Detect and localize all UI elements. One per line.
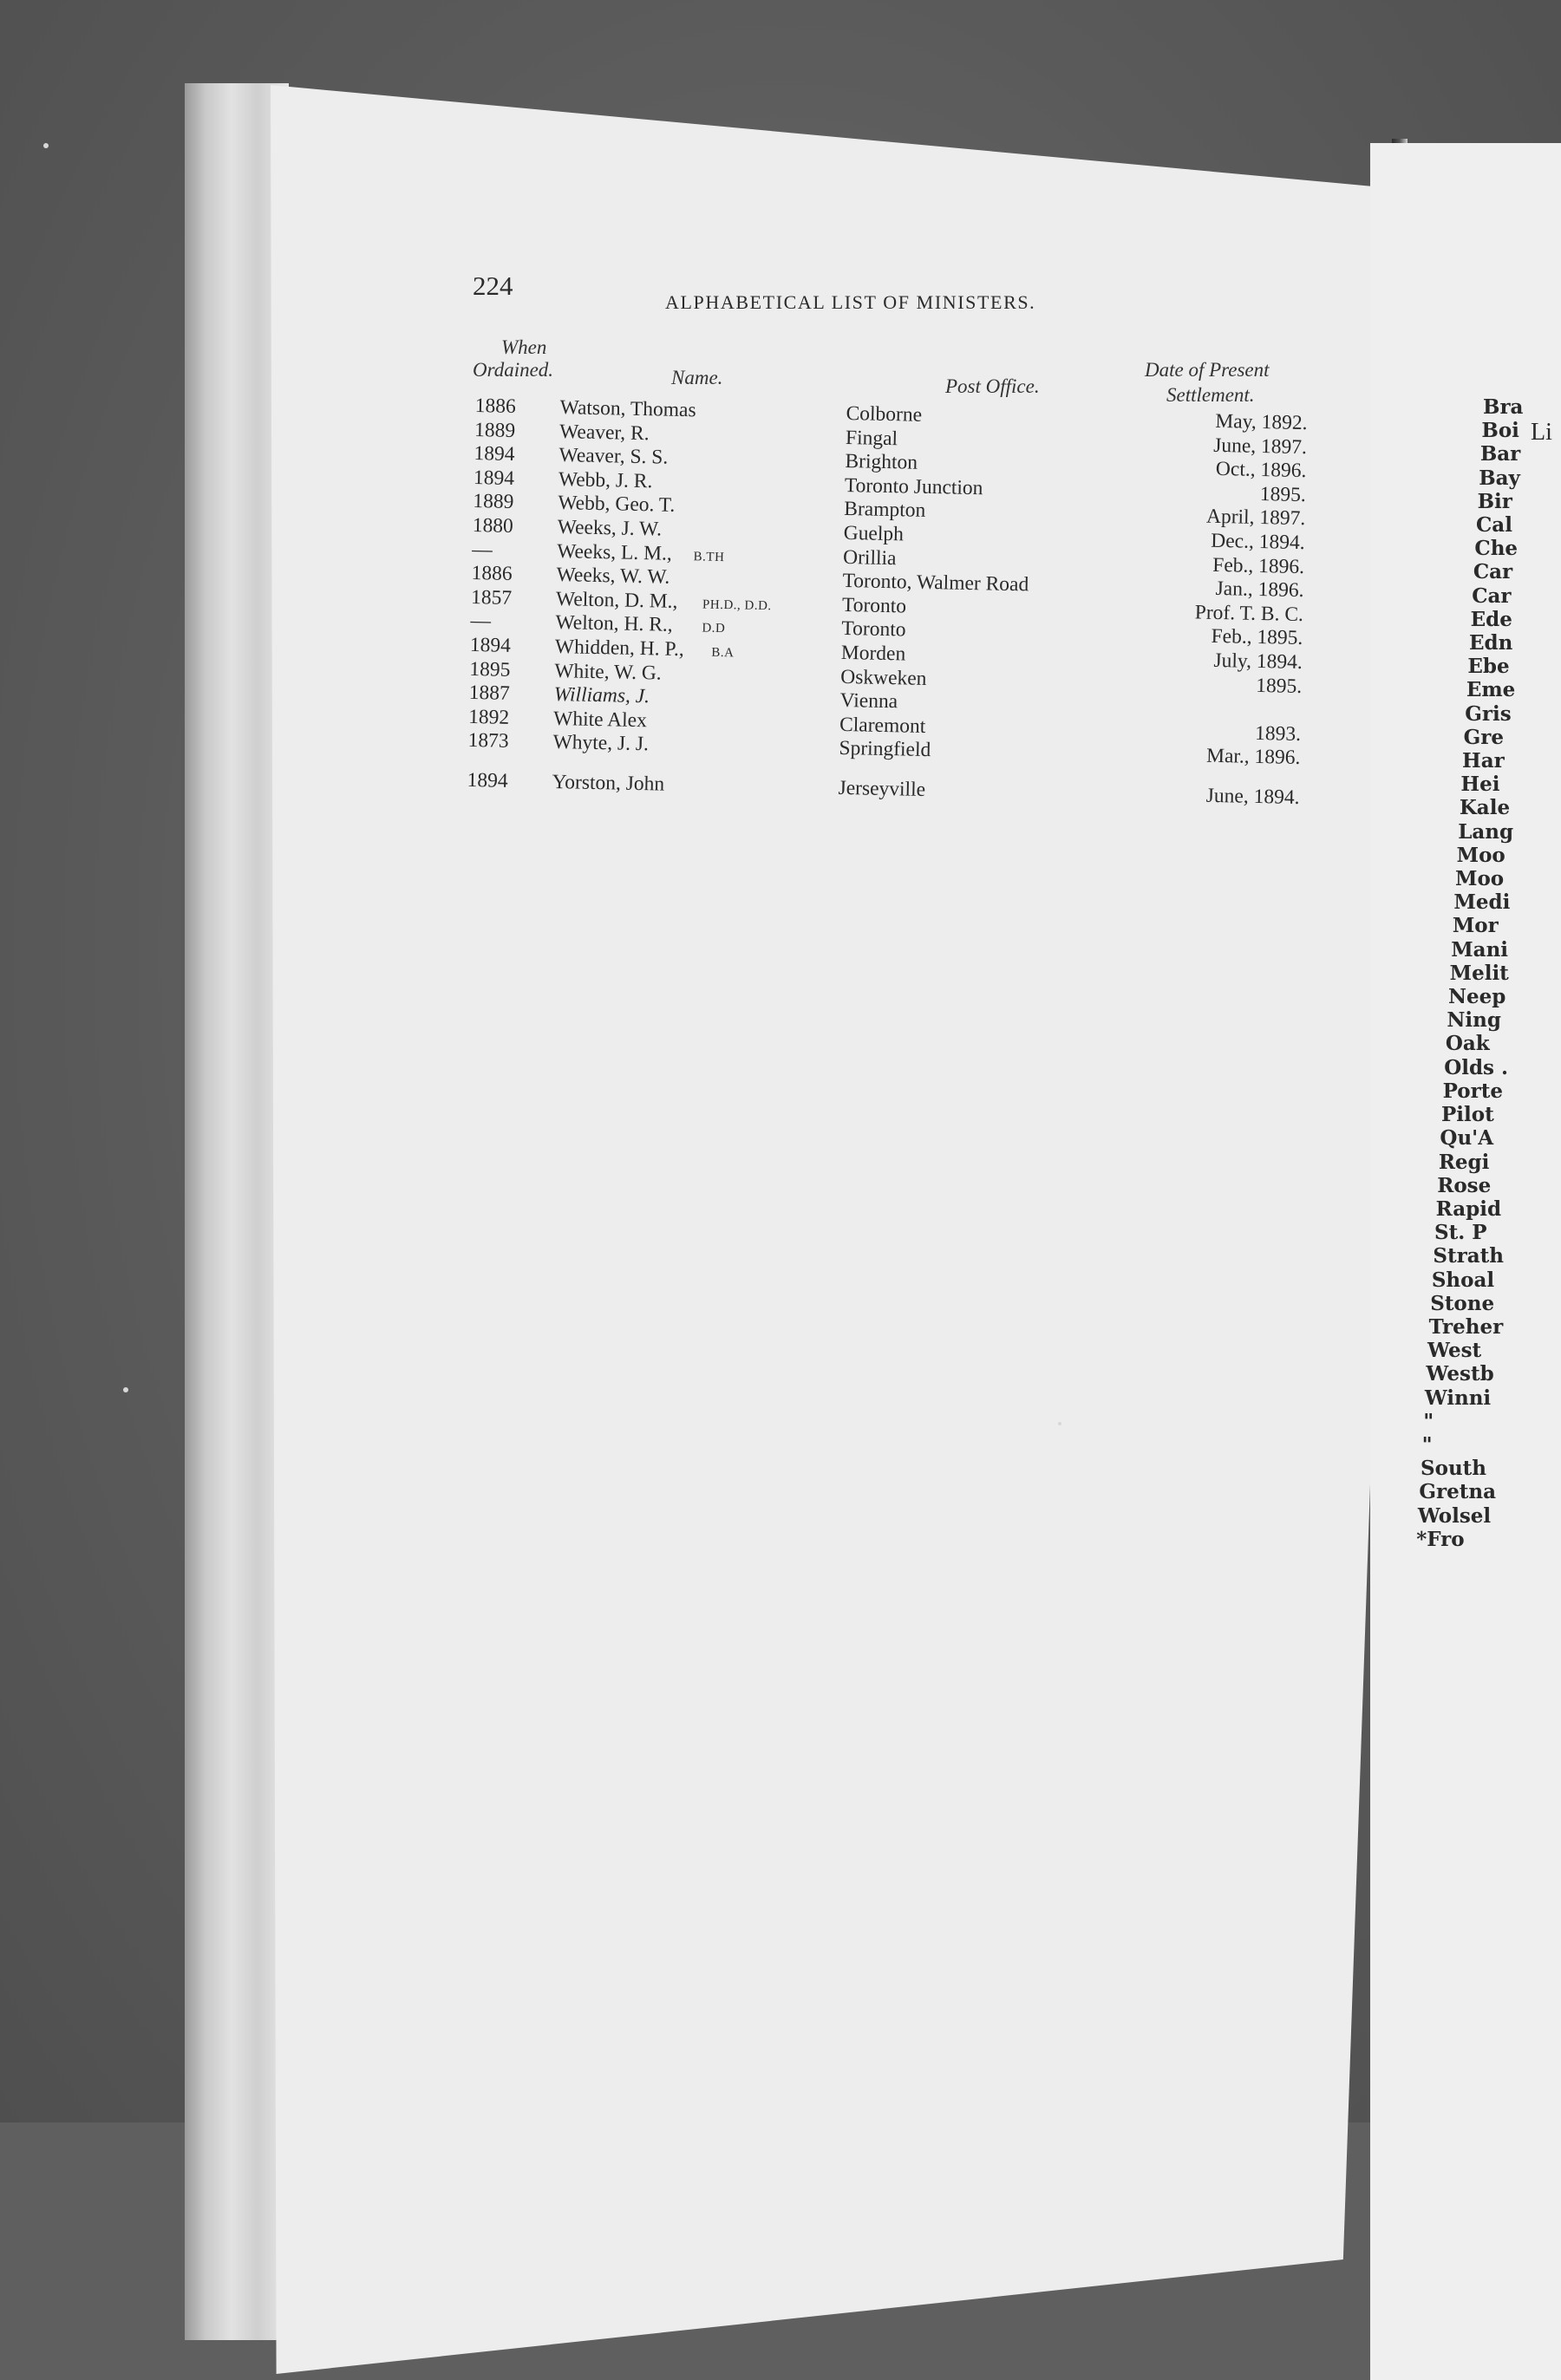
facing-page-line: " [1421,1432,1433,1457]
minister-name: Weaver, R. [558,420,650,445]
ordained-year: 1894 [467,768,508,792]
facing-page-line: Oak [1445,1032,1490,1056]
settlement-date: June, 1894. [1205,784,1300,809]
facing-page-line: Westb [1426,1362,1494,1386]
settlement-date: Oct., 1896. [1215,458,1307,483]
ordained-year: 1886 [474,394,516,418]
settlement-date: Jan., 1896. [1215,577,1304,603]
ordained-year: — [471,538,493,562]
facing-page-line: Car [1472,584,1512,608]
minister-name: Welton, D. M., [555,587,678,613]
facing-page-line: Che [1474,537,1519,561]
col-name: Name. [671,367,723,388]
ordained-year: 1889 [474,418,516,442]
minister-name: Welton, H. R., [555,611,673,637]
degree: D.D [702,621,726,636]
dust-speck [1058,1422,1061,1425]
facing-page-line: Moo [1456,843,1505,867]
ordained-year: 1892 [467,705,510,729]
facing-page-line: Stone [1430,1291,1495,1315]
settlement-date: Feb., 1896. [1212,553,1305,578]
minister-name: Whyte, J. J. [552,731,650,756]
facing-page-line: Har [1462,749,1505,773]
facing-page-line: Cal [1476,513,1512,538]
facing-page-fragments [1416,395,1524,1551]
col-settlement: Settlement. [1166,384,1255,406]
facing-page-line: Mor [1452,914,1499,938]
post-office: Claremont [839,713,926,738]
ordained-year: 1894 [469,633,512,657]
minister-name: Weeks, J. W. [557,515,663,541]
degree: B.TH [693,549,725,564]
settlement-date: June, 1897. [1212,434,1308,459]
dust-speck [123,1387,128,1392]
degree: PH.D., D.D. [702,597,772,613]
settlement-date: 1895. [1259,482,1307,506]
post-office: Morden [840,641,906,666]
facing-page-line: South [1421,1457,1487,1481]
post-office: Fingal [845,426,898,450]
post-office: Colborne [846,401,923,427]
facing-page-line: Treher [1428,1314,1504,1339]
facing-page-line: Ede [1470,607,1512,631]
facing-page-line: Bra [1483,395,1524,419]
page-header [473,271,1340,323]
facing-page-line: Eme [1466,678,1516,702]
post-office: Toronto Junction [844,473,983,500]
facing-page-line: Bir [1477,489,1512,513]
facing-page-line: Boi [1481,419,1519,443]
post-office: Vienna [839,689,898,714]
facing-page-line: Strath [1433,1244,1505,1268]
settlement-date: May, 1892. [1215,409,1308,435]
minister-name: Weeks, W. W. [556,564,670,589]
minister-name: Watson, Thomas [559,396,696,422]
facing-page-line: Neep [1448,985,1506,1009]
col-ordained: Ordained. [473,359,554,381]
minister-name: White, W. G. [554,659,662,685]
facing-page-line: Moo [1455,867,1505,891]
facing-page-line: Hei [1460,773,1500,797]
facing-page-line: Shoal [1431,1268,1495,1292]
settlement-date: April, 1897. [1205,505,1306,531]
facing-page-line: Car [1473,560,1513,584]
post-office: Oskweken [840,665,927,690]
facing-page-line: Rapid [1435,1197,1502,1221]
col-when: When [501,336,547,358]
post-office: Orillia [842,545,897,570]
facing-page-line: Melit [1449,961,1509,985]
settlement-date: 1895. [1256,674,1303,698]
minister-name: White Alex [552,707,648,732]
ordained-year: 1895 [469,657,511,681]
post-office: Brighton [845,450,918,474]
minister-name: Whidden, H. P., [554,635,684,662]
degree: B.A [711,645,735,661]
minister-list [467,394,1307,811]
facing-page-line: Gretna [1419,1480,1497,1504]
facing-page-line: Ebe [1467,655,1510,679]
ordained-year: 1887 [468,681,511,706]
col-date-of-present: Date of Present [1145,359,1270,381]
col-post-office: Post Office. [945,375,1040,397]
page-number: 224 [473,271,513,301]
facing-page-line: Medi [1453,890,1511,915]
minister-name: Weeks, L. M., [556,539,673,565]
settlement-date: Prof. T. B. C. [1194,601,1304,626]
facing-page-line: Wolsel [1417,1503,1492,1528]
facing-page-line: Edn [1469,631,1513,655]
facing-page-line: Gre [1463,725,1505,749]
ordained-year: 1857 [470,585,513,610]
minister-name: Webb, J. R. [558,467,653,493]
facing-page-line: Ning [1447,1008,1501,1033]
post-office: Toronto [841,593,907,618]
running-title: ALPHABETICAL LIST OF MINISTERS. [665,291,1036,313]
ordained-year: 1894 [474,442,515,466]
facing-page-title: Li [1531,419,1552,446]
facing-page-line: Bar [1479,442,1521,466]
ordained-year: 1886 [471,562,513,586]
facing-page-line: Lang [1458,819,1514,844]
facing-page-line: Olds . [1444,1055,1509,1079]
facing-page-line: " [1423,1409,1434,1433]
post-office: Jerseyville [838,776,926,801]
minister-name: Williams, J. [553,683,650,708]
facing-page-line: Qu'A [1440,1126,1494,1151]
facing-page-line: Pilot [1441,1103,1494,1127]
facing-page-line: *Fro [1416,1527,1465,1551]
minister-name: Weaver, S. S. [558,444,669,469]
facing-page-line: Regi [1438,1150,1490,1174]
post-office: Brampton [844,498,926,523]
settlement-date: July, 1894. [1213,649,1303,674]
facing-page-line: Bay [1479,466,1520,490]
facing-page-line: St. P [1434,1221,1487,1245]
ordained-year: 1873 [467,729,509,753]
settlement-date: Dec., 1894. [1211,529,1305,555]
ordained-year: 1894 [473,466,515,490]
minister-name: Yorston, John [552,770,665,796]
settlement-date: Mar., 1896. [1205,745,1301,770]
settlement-date: 1893. [1254,721,1302,746]
facing-page-line: West [1427,1339,1482,1363]
minister-name: Webb, Geo. T. [558,492,676,518]
facing-page-line: Mani [1451,937,1509,962]
ordained-year: 1880 [472,513,514,538]
post-office: Toronto [841,617,906,642]
facing-page-line: Gris [1465,701,1512,726]
post-office: Springfield [839,737,931,762]
facing-page-line: Rose [1437,1173,1492,1197]
ordained-year: 1889 [473,490,514,514]
settlement-date: Feb., 1895. [1211,625,1303,650]
facing-page-line: Porte [1442,1079,1504,1103]
dust-speck [43,143,49,148]
post-office: Toronto, Walmer Road [842,570,1029,597]
post-office: Guelph [843,521,905,546]
facing-page-line: Kale [1459,796,1511,820]
ordained-year: — [470,610,492,633]
facing-page-line: Winni [1424,1386,1492,1410]
